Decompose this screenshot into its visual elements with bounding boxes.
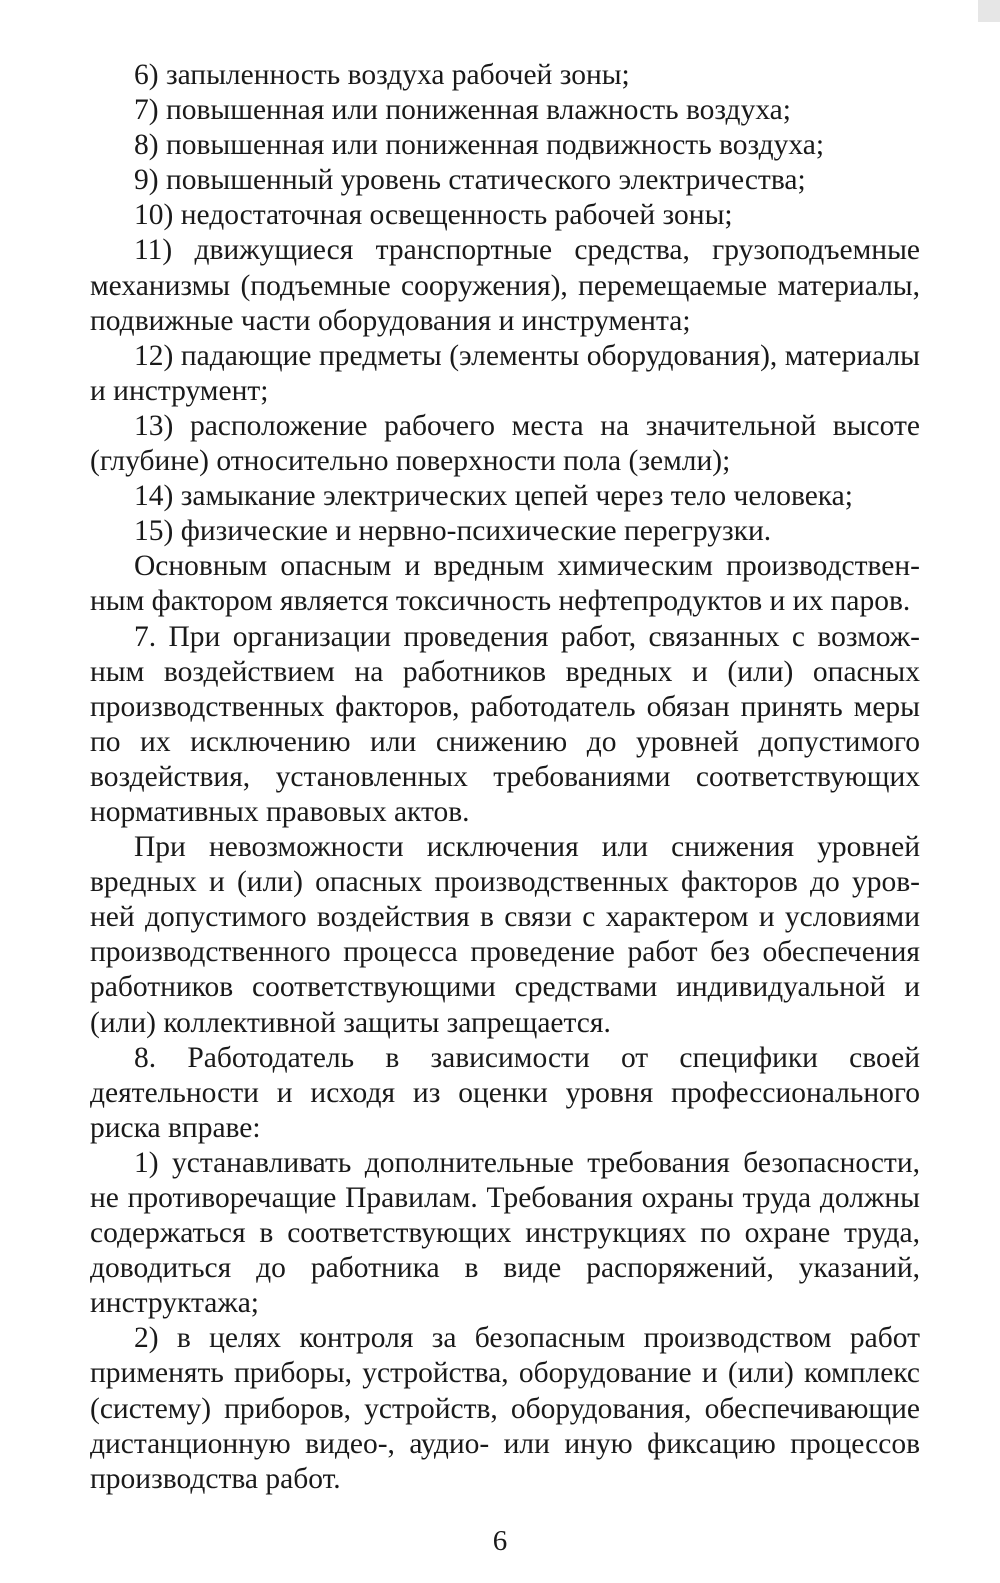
page-number: 6	[492, 1525, 508, 1557]
list-item-10: 10) недостаточная освещенность рабочей зоны;	[134, 199, 733, 232]
list-item-11: 11) движущиеся транспортные средства, грузоподъемные механизмы (подъемные сооружения), перемещаемые материалы, подвижные части оборудования и инструмента;	[90, 234, 920, 337]
document-body	[90, 58, 920, 1497]
section-8-item-1: 1) устанавливать дополнительные требования безопасности, не противоречащие Правилам. Требования охраны труда должны содержаться в соответствующих инструкциях по охране труда, доводиться до работника в виде распоряжений, указаний, инструктажа;	[90, 1146, 920, 1320]
section-8-item-2: 2) в целях контроля за безопасным производством работ применять приборы, устройства, оборудование и (или) комплекс (систему) приборов, устройств, оборудования, обеспечивающие дистанционную видео-, аудио- или иную фиксацию процессов производства работ.	[90, 1322, 920, 1495]
list-item-13: 13) расположение рабочего места на значительной высоте (глубине) относительно поверхности пола (земли);	[90, 409, 920, 478]
list-item-9: 9) повышенный уровень статического электричества;	[134, 164, 806, 197]
list-item-14: 14) замыкание электрических цепей через тело человека;	[134, 480, 853, 513]
protection-paragraph: При невозможности исключения или снижения уровней вредных и (или) опасных производственных факторов до уровней допустимого воздействия в связи с характером и условиями производственного процесса проведение работ без обеспечения работников соответствующими средствами индивидуальной и (или) коллективной защиты запрещается.	[90, 831, 920, 1039]
scan-corner-mark	[978, 0, 1000, 22]
list-item-15: 15) физические и нервно-психические перегрузки.	[134, 515, 772, 548]
section-8-paragraph: 8. Работодатель в зависимости от специфики своей деятельности и исходя из оценки уровня профессионального риска вправе:	[90, 1041, 920, 1144]
list-item-7: 7) повышенная или пониженная влажность воздуха;	[134, 94, 791, 127]
section-7-paragraph: 7. При организации проведения работ, связанных с возможным воздействием на работников вредных и (или) опасных производственных факторов, работодатель обязан принять меры по их исключению или снижению до уровней допустимого воздействия, установленных требованиями соответствующих нормативных правовых актов.	[90, 620, 920, 828]
chemical-factor-paragraph: Основным опасным и вредным химическим производственным фактором является токсичность нефтепродуктов и их паров.	[90, 550, 920, 618]
list-item-8: 8) повышенная или пониженная подвижность воздуха;	[134, 129, 825, 162]
list-item-6: 6) запыленность воздуха рабочей зоны;	[134, 59, 630, 91]
list-item-12: 12) падающие предметы (элементы оборудования), материалы и инструмент;	[90, 339, 920, 407]
